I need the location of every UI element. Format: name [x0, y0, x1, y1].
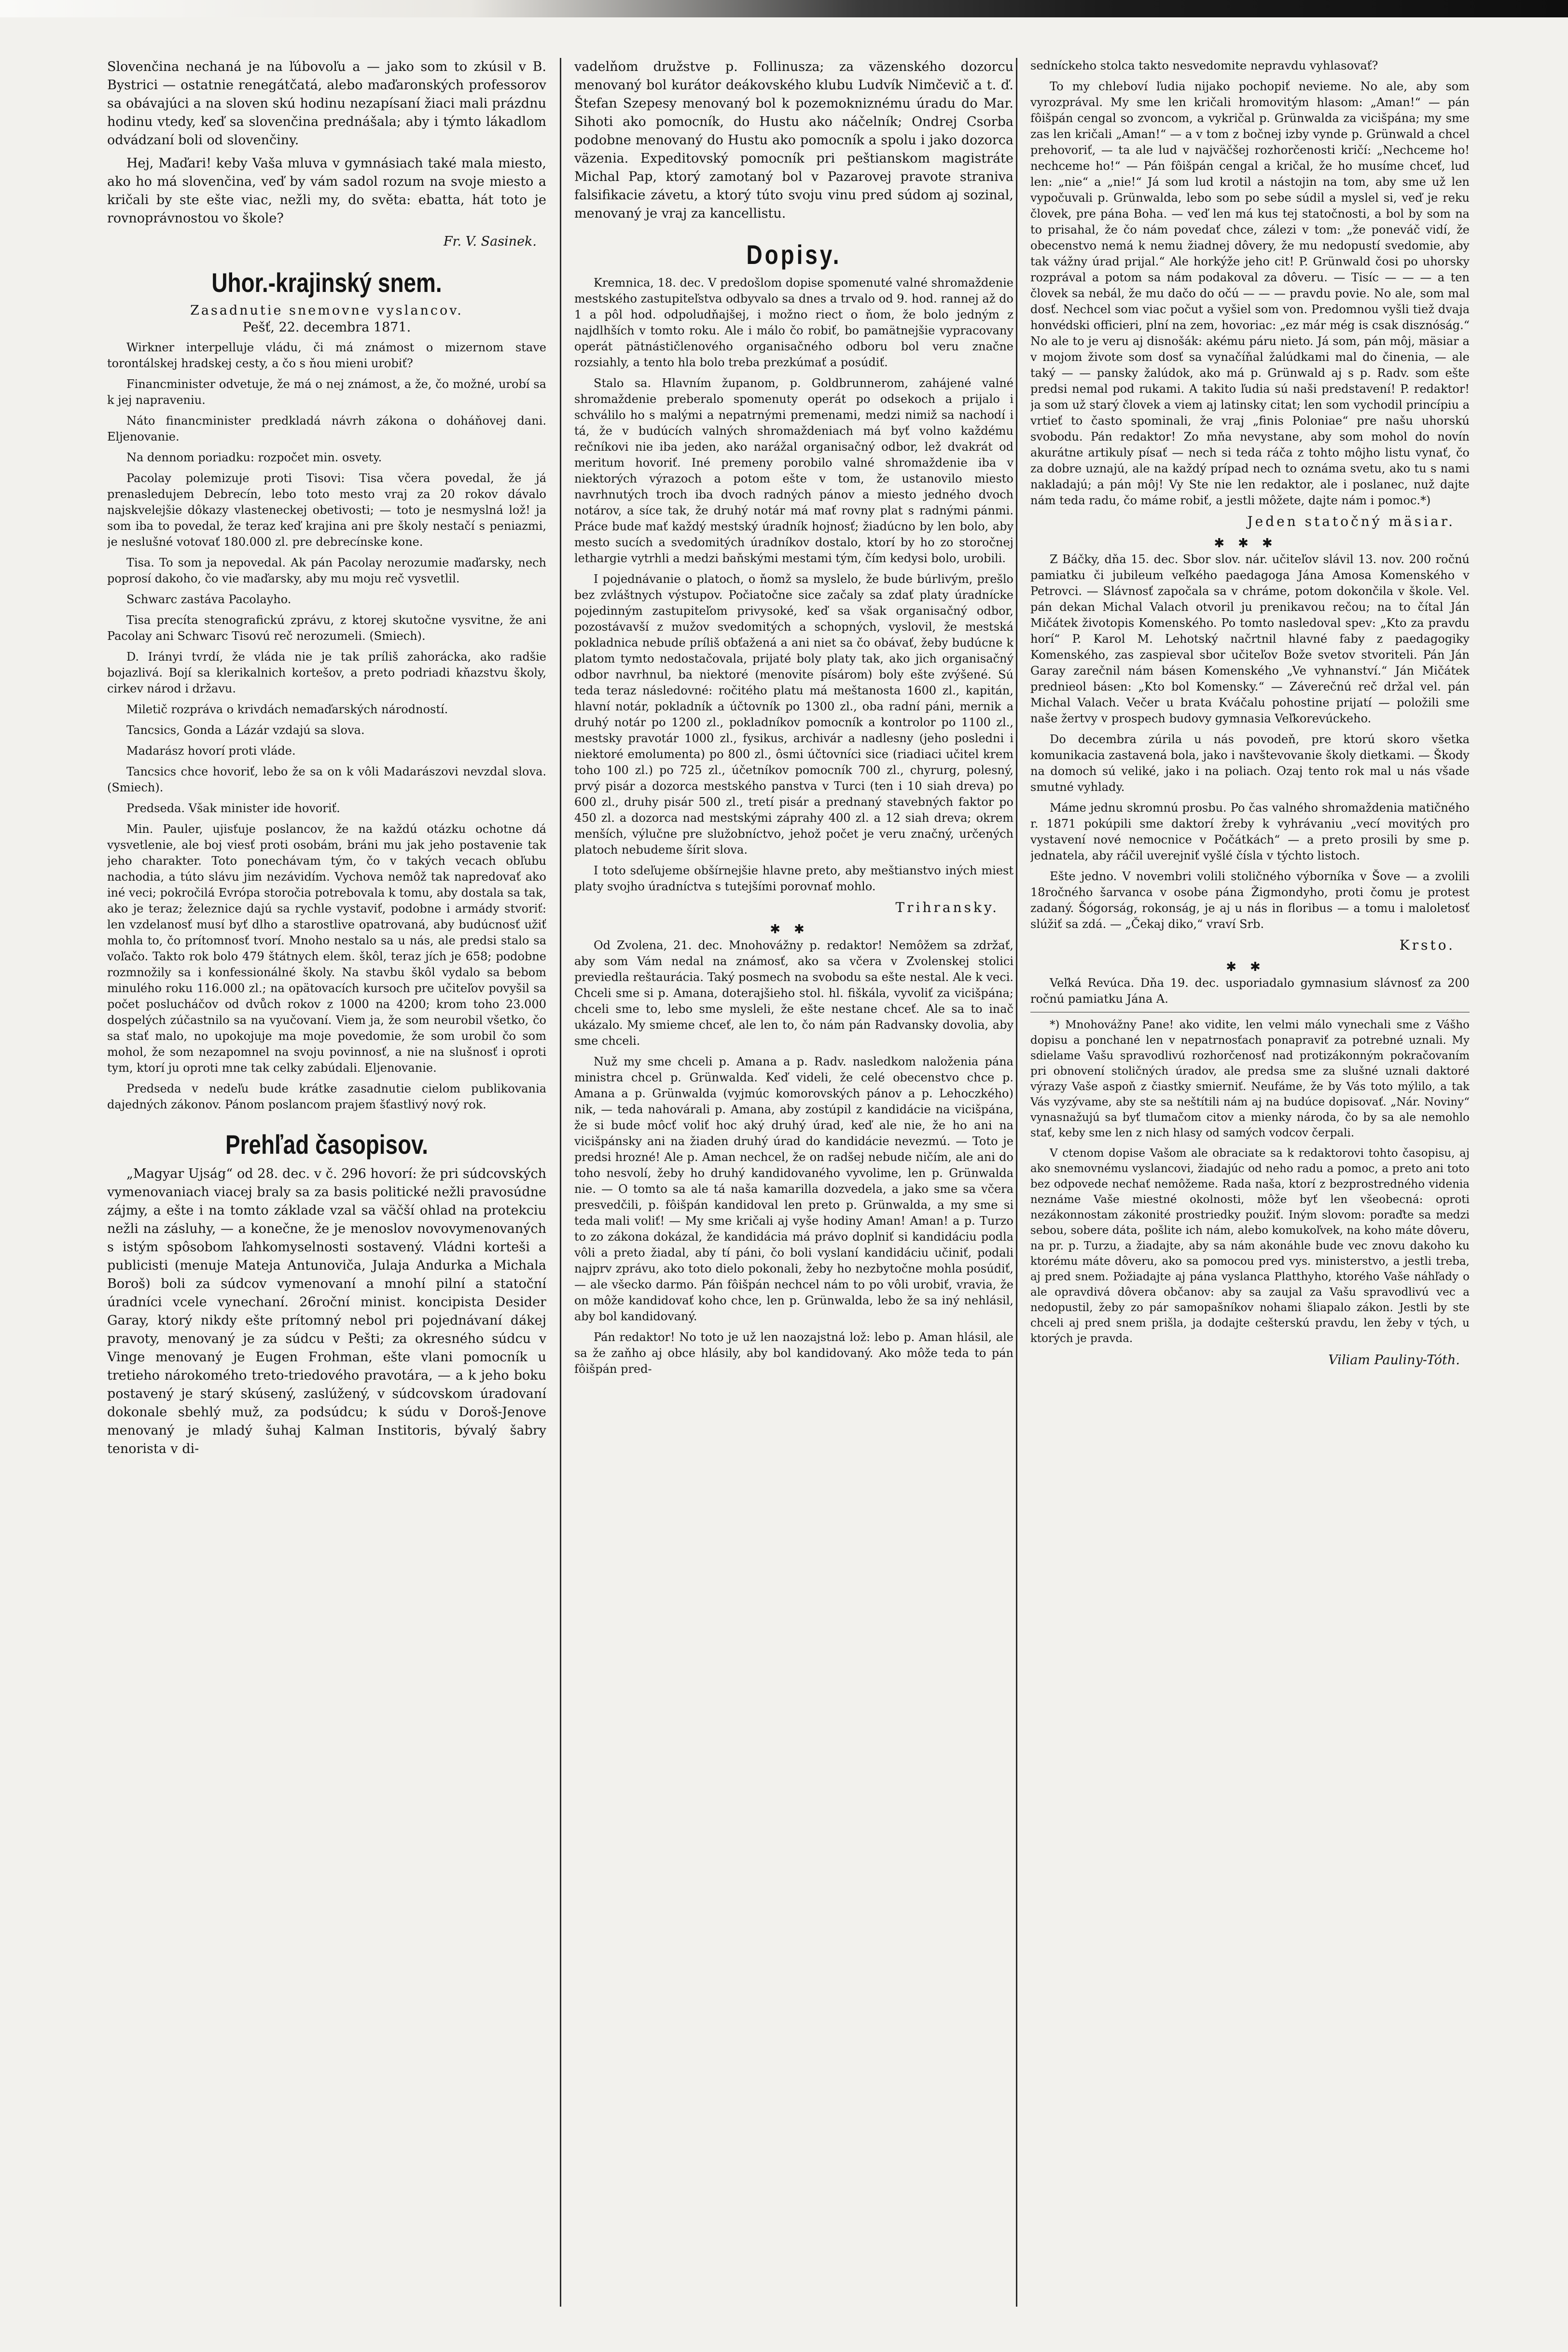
session-dateline: Pešť, 22. decembra 1871.	[242, 320, 411, 335]
paragraph: Slovenčina nechaná je na ľúbovoľu a — jako som to zkúsil v B. Bystrici — ostatnie renegátčatá, alebo maďaronských professorov sa obávajúci a na sloven skú hodinu nezapísaní žiaci mali prázdnu hodinu vtedy, keď sa slovenčina prednášala; aby i týmto lákadlom odvádzaní boli od slovenčiny.	[107, 59, 546, 148]
paragraph: Tisa precíta stenografickú zprávu, z ktorej skutočne vysvitne, že ani Pacolay ani Schwarc Tisovú reč nerozumeli. (Smiech).	[107, 613, 546, 643]
paragraph: Z Báčky, dňa 15. dec. Sbor slov. nár. učiteľov slávil 13. nov. 200 ročnú pamiatku či jubileum veľkého paedagoga Jána Amosa Komenského v Petrovci. — Slávnosť započala sa v chráme, potom dokončila v škole. Vel. pán dekan Michal Valach otvoril ju prenikavou rečou; na to čítal Ján Mičátek životopis Komenského. Po tomto nasledoval spev: „Kto za pravdu horí“ P. Karol M. Lehotský načrtnil hlavné faby z paedagogiky Komenského, zas zaspieval sbor učiteľov Bože svetov stvoriteli. Pán Ján Garay zarečnil nám básen Komenského „Ve vyhnanství.“ Ján Mičátek prednieol básen: „Kto bol Komensky.“ — Záverečnú reč držal vel. pán Michal Valach. Večer u brata Kváčalu pohostine prijatí — položili sme naše žertvy v prospech budovy gymnasia Veľkorevúckeho.	[1030, 553, 1470, 725]
paragraph: Ešte jedno. V novembri volili stoličného výborníka v Šove — a zvolili 18ročného šarvanca v osobe pána Žigmondyho, proti čomu je protest zadaný. Šógorság, rokonság, je aj u nás in floribus — a tomu i maloletosť slúžiť sa zdá. — „Čekaj diko,“ vraví Srb.	[1030, 870, 1470, 931]
signature-masiar: Jeden statočný mäsiar.	[1247, 513, 1455, 529]
signature-pauliny-toth: Viliam Pauliny-Tóth.	[1328, 1353, 1460, 1368]
newspaper-page	[92, 58, 1482, 2316]
column-2	[574, 58, 1013, 2316]
paragraph: „Magyar Ujság“ od 28. dec. v č. 296 hovorí: že pri súdcovských vymenovaniach viacej braly sa za basis politické nežli pravosúdne zájmy, a ešte i na tomto základe vzal sa väčší ohlad na protekciu nežli na zásluhy, — a konečne, že je menoslov novovymenovaných s istým spôsobom ľahkomyselnosti sostavený. Vládni korteši a publicisti (menuje Mateja Antunoviča, Julaja Andurka a Michala Boroš) boli za súdcov vymenovaní a mnohí pilní a statoční úradníci vcele vynechaní. 26roční minist. koncipista Desider Garay, ktorý nikdy ešte prítomný nebol pri pojednávaní dákej pravoty, menovaný je za súdcu v Pešti; za okresného súdcu v Vinge menovaný je Eugen Frohman, ešte vlani pomocník u tretieho nárokomého treto-triedového pravotára, — a k jeho boku postavený je starý skúsený, zaslúžený, v súdcovskom úradovaní dokonale sbehlý muž, za podsúdcu; k súdu v Doroš-Jenove menovaný je mladý šuhaj Kalman Institoris, bývalý šabry tenorista v di-	[107, 1166, 546, 1456]
paragraph: Tisa. To som ja nepovedal. Ak pán Pacolay nerozumie maďarsky, nech poprosí dakoho, čo vie maďarsky, aby mu moju reč vysvetlil.	[107, 556, 546, 585]
paragraph: Máme jednu skromnú prosbu. Po čas valného shromaždenia matičného r. 1871 pokúpili sme daktorí žreby k vyhrávaniu „vecí movitých pro vystavení nové nemocnice v Počátkách“ — a preto prosili by sme p. jednatela, aby ráčil uverejniť vyšlé čísla v týchto listoch.	[1030, 801, 1470, 862]
section-heading-prehlad: Prehľad časopisov.	[225, 1129, 429, 1160]
paragraph: Od Zvolena, 21. dec. Mnohovážny p. redaktor! Nemôžem sa zdržať, aby som Vám nedal na známosť, ako sa včera v Zvolenskej stolici previedla reštaurácia. Taký posmech na svobodu sa ešte nestal. Ale k veci. Chceli sme si p. Amana, doterajšieho stol. hl. fiškála, vyvoliť za vicišpána; chceli sme to, lebo sme mysleli, že ešte nestane chceť. Ale sa to inač ukázalo. My smieme chceť, ale len to, čo nám pán Radvansky dovolia, aby sme chceli.	[574, 939, 1013, 1048]
paragraph: Schwarc zastáva Pacolayho.	[126, 593, 291, 606]
paragraph: Wirkner interpelluje vládu, či má známost o mizernom stave torontálskej hradskej cesty, a čo s ňou mieni urobiť?	[107, 341, 546, 370]
separator-asterisks: ✱✱	[770, 922, 818, 937]
paragraph: Pán redaktor! No toto je už len naozajstná lož: lebo p. Aman hlásil, ale sa že zaňho aj obce hlásily, aby bol kandidovaný. Ako môže teda to pán fôišpán pred-	[574, 1330, 1013, 1376]
paragraph: Min. Pauler, ujisťuje poslancov, že na každú otázku ochotne dá vysvetlenie, ale boj viesť proti osobám, bráni mu jak jeho postavenie tak jeho charakter. Toto ponechávam tým, čo v takých vecach obľubu nachodia, a túto slávu jim nezávidím. Vychova nemôž tak napredovať ako iné veci; pokročilá Evrópa storočia potrebovala k tomu, aby dostala sa tak, ako je teraz; železnice dajú sa rychle vystaviť, podobne i armády stvoriť: len vzdelanosť musí byť dlho a starostlive opatrovaná, aby budúcnosť užiť mohla to, čo prítomnosť tvorí. Mnoho nestalo sa u nás, ale predsi stalo sa voľačo. Takto rok bolo 479 štátnych elem. škôl, teraz jích je 658; podobne rozmnožily sa i konfessionálné školy. Na stavbu škôl vydalo sa bebom minulého roku 116.000 zl.; na opätovacích kursoch pre učiteľov povyšil sa počet poslucháčov od dvůch rokov z 1000 na 4200; krom toho 23.000 dospelých zúčastnilo sa na vyučovaní. Viem ja, že som neurobil všetko, čo sa stať malo, no upokojuje ma moje povedomie, že som urobil čo som mohol, že som nezapomnel na svoju povinnosť, a nie na slušnosť i oproti tym, ktorí ju oproti mne tak celky zabúdali. Eljenovanie.	[107, 822, 546, 1075]
paragraph: Nuž my sme chceli p. Amana a p. Radv. nasledkom naloženia pána ministra chcel p. Grünwalda. Keď videli, že celé obecenstvo chce p. Amana a p. Grünwalda (vyjmúc komorovských pánov a p. Lehoczkého) nik, — teda nahovárali p. Amana, aby zostúpil z kandidácie na vicišpána, že si bude môcť voliť hoc aký druhý úrad, keď ale nie, že ho ani na vicišpánsky ani na žiaden druhý úrad do kandidácie nevezmú. — Toto je predsi hrozné! Ale p. Aman nechcel, že on radšej nebude ničím, ale ani do toho nesvolí, žeby ho druhý kandidovaného vyvolime, len p. Grünwalda nie. — O tomto sa ale tá naša kamarilla dozvedela, a jako sme sa včera presvedčili, p. fôišpán kandidoval len preto p. Grünwalda, a my sme si teda mali voliť! — My sme kričali aj vyše hodiny Aman! Aman! a p. Turzo to zo zákona dokázal, že kandidácia má právo doplniť si kandidáciu podla vôli a preto žiadal, aby tí páni, čo boli vyslaní kandidáciu učiniť, podali najprv zprávu, ako toto dielo pokonali, žeby ho nezbytočne mohla posúdiť, — ale všecko darmo. Pán fôišpán nechcel nám to po vôli urobiť, vravia, že on môže kandidovať koho chce, len p. Grünwalda, lebo že sa iný nehlásil, aby bol kandidovaný.	[574, 1055, 1013, 1323]
paragraph: Veľká Revúca. Dňa 19. dec. usporiadalo gymnasium slávnosť za 200 ročnú pamiatku Jána A.	[1030, 976, 1470, 1006]
column-rule	[560, 58, 561, 2307]
paragraph: Miletič rozpráva o krivdách nemaďarských národností.	[126, 703, 448, 716]
paragraph: Stalo sa. Hlavním županom, p. Goldbrunnerom, zahájené valné shromaždenie preberalo spomenuty operát po odsekoch a prijalo i schválilo ho s malými a nepatrnými premenami, medzi nimiž sa nachodí i tá, že v budúcích valných shromaždeniach má byť volno každému rečníkovi nie iba jeden, ako narážal organisačný odbor, lež dvakrát od meritum hovoriť. Iné premeny porobilo valné shromaždenie iba v niektorých výrazoch a potom ešte v tom, že ustanovilo miesto navrhnutých troch iba dvoch radných pánov a miesto jedného dvoch notárov, a síce tak, že druhý notár má mať rovny plat s radnými pánmi. Práce bude mať každý mestský úradník hojnosť; žiadúcno by len bolo, aby mesto sucích a svedomitých úradníkov dostalo, ktorí by ho zo storočnej lethargie vytrhli a medzi baňskými mestami tým, čím kedysi bolo, urobili.	[574, 376, 1013, 565]
paragraph: Madarász hovorí proti vláde.	[126, 744, 296, 758]
paragraph: Financminister odvetuje, že má o nej známost, a že, čo možné, urobí sa k jej napraveniu.	[107, 377, 546, 407]
paragraph: vadelňom družstve p. Follinusza; za väzenského dozorcu menovaný bol kurátor deákovského klubu Ludvík Nimčevič a t. ď. Štefan Szepesy menovaný bol k pozemokniznému úradu do Mar. Sihoti ako pomocník, do Hustu ako náčelník; Ondrej Csorba podobne menovaný do Hustu ako pomocník a spolu i jako dozorca väzenia. Expeditovský pomocník pri peštianskom magistráte Michal Pap, ktorý zamotaný bol v Pazarovej pravote straniva falsifikacie závetu, a ktorý túto svoju vinu pred súdom aj sozinal, menovaný je vraj za kancellistu.	[574, 59, 1013, 221]
footnote: *) Mnohovážny Pane! ako vidite, len velmi málo vynechali sme z Vášho dopisu a ponchané len v nepatrnosťach ponapraviť za potrebné uznali. My sdielame Vašu spravodlivú rozhorčenosť nad protizákonným pokračovaním pri obnovení stoličných úradov, ale predsa sme za slušné uznali daktoré výrazy Vaše aspoň z čiastky smierniť. Neufáme, že by Vás toto mýlilo, a tak Vás vyzývame, aby ste sa neštítili nám aj na budúce dopisovať. „Nár. Noviny“ vynasnažujú sa byť tlumačom citov a mienky národa, čo by sa ale nemohlo stať, keby sme len z nich hlasy od samých vodcov čerpali.	[1030, 1019, 1470, 1139]
paragraph: Na dennom poriadku: rozpočet min. osvety.	[126, 451, 382, 464]
section-heading-dopisy: Dopisy.	[746, 239, 842, 270]
paragraph: I pojednávanie o platoch, o ňomž sa myslelo, že bude búrlivým, prešlo bez zvláštnych výstupov. Počiatočne sice začaly sa zdať platy úradnícke pojedinným zastupiteľom privysoké, keď sa však organisačný odbor, pozostávavší z mužov svedomitých a schopných, vyslovil, že mestská pokladnica nebude príliš obťažená a ani niet sa čo obávať, žeby budúcne k platom tymto nedostačovala, prijaté boly platy tak, ako jich organisačný odbor navrhnul, ba niektoré (menovite písárom) boly ešte zvýšené. Sú teda teraz následovné: ročitého platu má meštanosta 1600 zl., kapitán, hlavní notár, pokladník a účtovník po 1300 zl., oba radní páni, mernik a druhý notár po 1200 zl., pokladníkov pomocník a kontrolor po 1100 zl., mestsky pravotár 1000 zl., fysikus, archivár a nadlesny (jeho posledni i niektoré emolumenta) po 800 zl., ôsmi účtovníci sice (riadiaci učitel krem toho 100 zl.) po 725 zl., účetníkov pomocník 700 zl., chyrurg, polesný, prvý pisár a dozorca mestského panstva v Turci (ten i 10 siah dreva) po 600 zl., druhy pisár 500 zl., tretí pisár a prednaný stavebných faktor po 450 zl. a dozorca nad mestskými záprahy 400 zl. a 12 siah dreva; okrem menších, výlučne pre služobníctvo, jehož počet je veru značný, určených platoch nebudeme šírit slova.	[574, 572, 1013, 857]
paragraph: To my chleboví ľudia nijako pochopiť nevieme. No ale, aby som vyrozprával. My sme len kričali hromovitým hlasom: „Aman!“ — pán fôišpán cengal so zvoncom, a vykričal p. Grünwalda za vicišpána; my sme zas len kričali „Aman!“ — a v tom z bočnej izby vynde p. Grünwald a chcel prehovoriť, — ta ale lud v najväčšej rozhorčenosti kričí: „Nechceme ho! nechceme ho!“ — Pán fôišpán cengal a kričal, že ho musíme chceť, lud len: „nie“ a „nie!“ Já som lud krotil a nástojin na tom, aby sme už len vypočuvali p. Grünwalda, lebo som po sebe súdil a myslel si, veď je reku človek, pre pána Boha. — veď len má kus tej statočnosti, a bol by som na to prisahal, že čo nám povedať chce, zálezi v tom: „že poneváč vidí, že obecenstvo nemá k nemu žiadnej dôvery, že mu nedopustí svedomie, aby tak vážny úrad prijal.“ Ale horkýže jeho cit! P. Grünwald čosi po uhorsky rozprával a potom sa nám podakoval za dôveru. — Tisíc — — — a ten človek sa nebál, že mu dačo do očú — — — pravdu povie. No ale, som mal dosť. Nechcel som viac počut a vyšiel som von. Predomnou vyšli tiež dvaja honvédski officieri, plní na zem, hovoriac: „ez már még is csak disznóság.“ No ale to je veru aj disnošák: akému páru nieto. Já som, pán môj, mäsiar a v mojom živote som dosť sa vynačíňal žalúdkami mal do činenia, — ale taký — — pansky žalúdok, ako má p. Grünwald aj s p. Radv. som ešte predsi nemal pod rukami. A takito ľudia sú naši predstavení! P. redaktor! ja som už starý človek a viem aj latinsky citat; len som vychodil princípiu a vrtieť to často spominali, že vraj „finis Poloniae“ pre našu uhorskú svobodu. Pán redaktor! Zo mňa nevystane, aby som mohol do novín akurátne artikuly písať — nech si teda ráča z tohto môjho listu vynať, čo za dobre uznajú, ale na každý prípad nech to oznáma svetu, ako tu s nami nakladajú; a pán môj! Vy Ste nie len redaktor, ale i poslanec, nuž dajte nám teda radu, čo máme robiť, a jestli môžete, dajte nám i pomoc.*)	[1030, 80, 1470, 507]
separator-asterisks: ✱✱✱	[1214, 536, 1286, 551]
paragraph: Do decembra zúrila u nás povodeň, pre ktorú skoro všetka komunikacia zastavená bola, jako i navštevovanie školy dietkami. — Škody na domoch sú veliké, jako i na poliach. Ozaj tento rok mal u nás všade smutné vyhlady.	[1030, 733, 1470, 794]
paragraph: Predseda. Však minister ide hovoriť.	[126, 802, 340, 815]
paragraph: sedníckeho stolca takto nesvedomite nepravdu vyhlasovať?	[1030, 59, 1378, 72]
session-subtitle: Zasadnutie snemovne vyslancov.	[190, 303, 463, 318]
paragraph: Pacolay polemizuje proti Tisovi: Tisa včera povedal, že já prenasledujem Debrecín, lebo toto mesto vraj za 20 rokov dávalo najskvelejšie dôkazy vlasteneckej obetivosti; — toto je nesmyslná lož! ja som iba to povedal, že teraz keď krajina ani pre školy nestačí s peniazmi, je neslušné votovať 180.000 zl. pre debrecínske kone.	[107, 471, 546, 549]
top-margin-band	[0, 0, 1568, 17]
separator-asterisks: ✱✱	[1226, 960, 1274, 974]
paragraph: D. Irányi tvrdí, že vláda nie je tak príliš zahorácka, ako radšie bojazlivá. Bojí sa klerikalnich kortešov, a preto podriadi kňazstvu školy, cirkev národ i državu.	[107, 650, 546, 695]
signature-sasinek: Fr. V. Sasinek.	[443, 234, 537, 249]
signature-krsto: Krsto.	[1399, 937, 1455, 953]
column-1	[107, 58, 546, 2316]
paragraph: I toto sdeľujeme obšírnejšie hlavne preto, aby meštianstvo iných miest platy svojho úradníctva s tutejšími porovnať mohlo.	[574, 864, 1013, 893]
paragraph: Kremnica, 18. dec. V predošlom dopise spomenuté valné shromaždenie mestského zastupiteľstva odbyvalo sa dnes a trvalo od 9. hod. rannej až do 1 a pôl hod. odpoludňajšej, i možno riect o ňom, že bolo jedným z najdlhších v tomto roku. Ale i málo čo robiť, bo pamätnejšie vypracovany operát pätnástičlenového organisačného odboru bol veru značne rozsiahly, a tento hla bolo treba prezkúmať a posúdiť.	[574, 276, 1013, 369]
footnote: V ctenom dopise Vašom ale obraciate sa k redaktorovi tohto časopisu, aj ako snemovnému vyslancovi, žiadajúc od neho radu a pomoc, a preto ani toto bez odpovede nechať nemôžeme. Rada naša, ktorí z bezprostredného videnia neznáme Vaše miestné okolnosti, môže byť len všeobecná: oproti nezákonnostam zákonité prostriedky použiť. Iným slovom: poraďte sa medzi sebou, sobere dáta, pošlite ich nám, alebo komukoľvek, na koho máte dôveru, na pr. p. Turzu, a žiadajte, aby sa nám akonáhle bude vec znovu dakoho ku ktorému máte dôveru, ako sa pomocou pred vys. ministerstvo, a jestli treba, aj pred snem. Požiadajte aj pána vyslanca Platthyho, ktorého Vaše náhľady o ale opravdivá dôvera občanov: aby sa zaujal za Vašu spravodlivú vec a nedopustil, žeby zo pár samopašníkov nohami šliapalo zákon. Jestli by ste chceli aj pred snem prišla, ja dodajte cešterskú pravdu, len žeby v tých, u ktorých je pravda.	[1030, 1147, 1470, 1345]
column-3	[1030, 58, 1470, 2316]
column-rule	[1016, 58, 1017, 2307]
paragraph: Náto financminister predkladá návrh zákona o doháňovej dani. Eljenovanie.	[107, 414, 546, 443]
paragraph: Predseda v nedeľu bude krátke zasadnutie cielom publikovania dajedných zákonov. Pánom poslancom prajem šťastlivý nový rok.	[107, 1082, 546, 1111]
paragraph: Hej, Maďari! keby Vaša mluva v gymnásiach také mala miesto, ako ho má slovenčina, veď by vám sadol rozum na svoje miesto a kričali by ste ešte viac, nežli my, do světa: ebatta, hát toto je rovnoprávnostou vo škole?	[107, 156, 546, 226]
paragraph: Tancsics chce hovoriť, lebo že sa on k vôli Madarászovi nevzdal slova. (Smiech).	[107, 765, 546, 794]
signature-trihransky: Trihransky.	[895, 899, 999, 915]
section-heading-snem: Uhor.-krajinský snem.	[211, 267, 442, 298]
paragraph: Tancsics, Gonda a Lázár vzdajú sa slova.	[126, 723, 365, 737]
